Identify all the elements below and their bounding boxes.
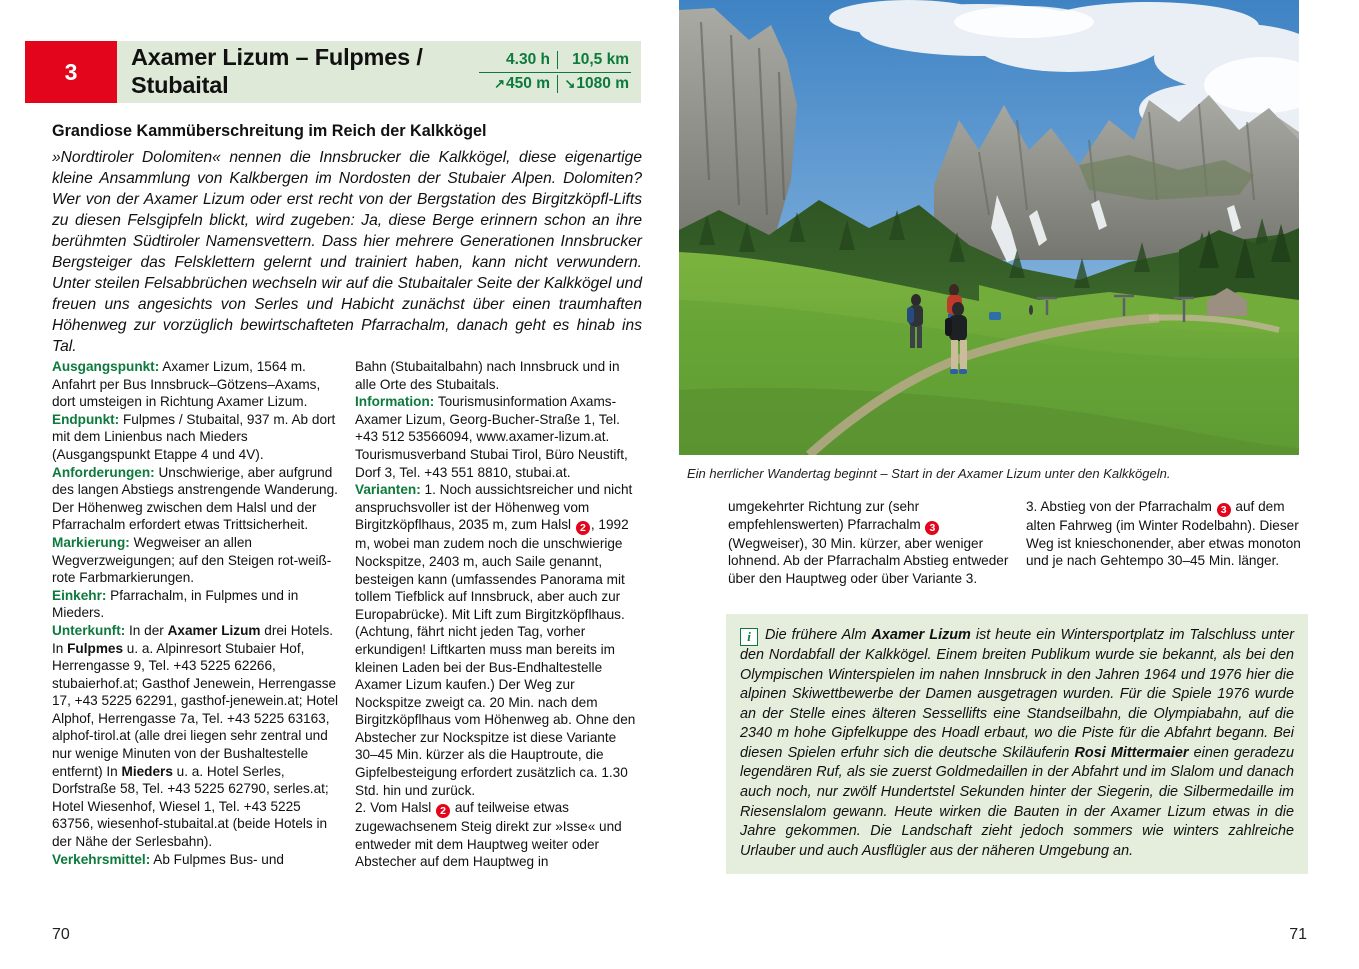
page-left [0, 0, 679, 969]
infobox-bold-place: Axamer Lizum [871, 627, 971, 643]
info-label-anforderungen: Anforderungen: [52, 464, 155, 480]
route-title: Axamer Lizum – Fulpmes / Stubaital [131, 44, 423, 98]
photo-caption: Ein herrlicher Wandertag beginnt – Start in der Axamer Lizum unter den Kalkkögeln. [687, 466, 1171, 481]
stat-descent [558, 75, 631, 93]
info-variante-2 [355, 799, 642, 871]
route-photo [679, 0, 1299, 455]
info-verkehrsmittel [52, 851, 339, 869]
infobox-part-1: Die frühere Alm [765, 627, 872, 643]
info-label-verkehrsmittel: Verkehrsmittel: [52, 851, 151, 867]
route-number: 3 [64, 58, 78, 85]
waypoint-badge-2b: 2 [436, 804, 450, 818]
info-unterkunft-place-1: Axamer Lizum [167, 622, 261, 638]
info-endpunkt [52, 411, 339, 464]
info-label-markierung: Markierung: [52, 534, 130, 550]
variante3-a: 3. Abstieg von der Pfarrachalm [1026, 499, 1216, 514]
info-column-1 [52, 358, 339, 918]
info-einkehr [52, 587, 339, 622]
info-label-varianten: Varianten: [355, 482, 421, 498]
variante2-cont-lead: umgekehrter Richtung zur (sehr empfehlenswerten) Pfarrachalm [728, 499, 925, 532]
info-value-markierung: Wegweiser an allen Wegverzweigungen; auf den Steigen rot-weiß-rote Farbmarkierungen. [52, 534, 332, 586]
info-box [726, 614, 1308, 874]
stat-distance: 10,5 km [572, 51, 629, 68]
info-label-unterkunft: Unterkunft: [52, 622, 126, 638]
page-number-left: 70 [52, 926, 70, 943]
waypoint-badge-3: 3 [925, 521, 939, 535]
info-anforderungen [52, 464, 339, 534]
info-unterkunft-t3: u. a. Alpinresort Stubaier Hof, Herrengasse 9, Tel. +43 5225 62266, stubaierhof.at; Gasthof Jenewein, Herrengasse 17, +43 5225 62291, gasthof-jenewein.at; Hotel Alphof, Herrengasse 7a, Tel. +43 5225 63163, alphof-tirol.at (alle drei liegen sehr zentral und nur wenige Minuten von der Bushaltestelle entfernt) In [52, 640, 339, 779]
info-icon: i [740, 628, 758, 646]
route-header-body [117, 41, 641, 103]
info-variante2-a: 2. Vom Halsl [355, 800, 436, 816]
info-variante1-a: 1. Noch aussichtsreicher und nicht anspruchsvoller ist der Höhenweg vom Birgitzköpflhaus, 2035 m, zum Halsl [355, 482, 633, 533]
info-label-information: Information: [355, 394, 435, 410]
info-value-information: Tourismusinformation Axams-Axamer Lizum, Georg-Bucher-Straße 1, Tel. +43 512 53566094, www.axamer-lizum.at. Tourismusverband Stubai Tirol, Büro Neustift, Dorf 3, Tel. +43 551 8810, stubai.at. [355, 394, 628, 480]
blue-crate [989, 312, 1001, 320]
route-stats [479, 49, 631, 96]
info-varianten [355, 481, 642, 799]
info-information [355, 393, 642, 481]
photo-illustration [679, 0, 1299, 455]
variante-3 [1026, 498, 1308, 570]
descent-arrow-icon: ↘ [564, 76, 576, 91]
right-text-columns [728, 498, 1308, 587]
stat-duration: 4.30 h [479, 51, 558, 69]
info-value-einkehr: Pfarrachalm, in Fulpmes und in Mieders. [52, 587, 299, 621]
info-variante1-b: , 1992 m, wobei man zudem noch die unschwierige Nockspitze, 2403 m, auch Saile genannt, besteigen kann (umfassendes Panorama mit tollem Tiefblick auf Innsbruck, aber auch zur Europabrücke). Mit Lift zum Birgitzköpflhaus. (Achtung, fährt nicht jeden Tag, vorher erkundigen! Liftkarten muss man bereits im kleinen Laden bei der Bus-Endhaltestelle Axamer Lizum kaufen.) Der Weg zur Nockspitze zweigt ca. 20 Min. nach dem Birgitzköpflhaus vom Höhenweg ab. Ohne den Abstecher zur Nockspitze ist diese Variante 30–45 Min. kürzer als die Hauptroute, die Gipfelbesteigung erfordert zusätzlich ca. 1.30 Std. hin und zurück. [355, 517, 636, 798]
variante2-continuation [728, 498, 1010, 587]
info-unterkunft-t2: drei Hotels. In [52, 622, 334, 656]
route-number-badge [25, 41, 117, 103]
waypoint-badge-2: 2 [576, 521, 590, 535]
stat-descent-value: 1080 m [576, 75, 629, 92]
lede-title: Grandiose Kammüberschreitung im Reich der Kalkkögel [52, 122, 487, 140]
info-variante2-b-lead: auf teilweise etwas zugewachsenem Steig direkt zur »Isse« und entweder mit dem Hauptweg weiter oder Abstecher auf dem Hauptweg in [355, 800, 622, 870]
ascent-arrow-icon: ↗ [494, 76, 506, 91]
route-header [25, 41, 641, 103]
infobox-part-2: ist heute ein Wintersportplatz im Talschluss unter den Nordabfall der Kalkkögel. Einem breiten Publikum wurde sie bekannt, als bei den Olympischen Winterspielen im nahen Innsbruck in den Jahren 1964 und 1976 hier die alpinen Skiwettbewerbe der Damen ausgetragen wurden. Für die Spiele 1976 wurde an der Stelle eines älteren Sessellifts eine Standseilbahn, die Olympiabahn, auf die 2340 m hohe Gipfelkuppe des Hoadl erbaut, wo die Piste für die Abfahrt begann. Bei diesen Spielen erfuhr sich die deutsche Skiläuferin [740, 627, 1295, 761]
waypoint-badge-3b: 3 [1217, 503, 1231, 517]
info-label-einkehr: Einkehr: [52, 587, 107, 603]
lede-body: »Nordtiroler Dolomiten« nennen die Innsbrucker die Kalkkögel, diese eigenartige kleine Ansammlung von Kalkbergen im Nordosten der Stubaier Alpen. Dolomiten? Wer von der Axamer Lizum oder erst recht von der Bergstation des Birgitzköpfl-Lifts zu diesen Felsgipfeln blickt, wird zugeben: Ja, diese Berge erinnern schon an ihre berühmten Südtiroler Namensvettern. Dass hier mehrere Generationen Innsbrucker Bergsteiger das Felsklettern gelernt und trainiert haben, kann nicht verwundern. Unter steilen Felsabbrüchen wechseln wir auf die Stubaitaler Seite der Kalkkögel und freuen uns angesichts von Serles und Habicht zunächst über einen traumhaften Höhenweg zur vorzüglich bewirtschafteten Pfarrachalm, danach geht es hinab ins Tal. [52, 149, 642, 355]
stats-row-secondary [479, 73, 631, 96]
infobox-part-3: einen geradezu legendären Ruf, als sie zuerst Goldmedaillen in der Abfahrt und im Slalom und danach auch noch, nur zwölf Hundertstel Sekunden hinter der Siegerin, die Silbermedaille im Riesenslalom gewann. Heute wirken die Bauten in der Axamer Lizum etwas in die Jahre gekommen. Die Landschaft zieht jedoch sommers wie winters zahlreiche Urlauber und auch Ausflügler aus der näheren Umgebung an. [740, 744, 1294, 859]
info-column-2 [355, 358, 642, 918]
stat-ascent-value: 450 m [506, 75, 550, 92]
info-value-endpunkt: Fulpmes / Stubaital, 937 m. Ab dort mit dem Linienbus nach Mieders (Ausgangspunkt Etappe 4 und 4V). [52, 411, 336, 462]
variante2-cont-tail: (Wegweiser), 30 Min. kürzer, aber weniger lohnend. Ab der Pfarrachalm Abstieg entweder über den Hauptweg oder über Variante 3. [728, 535, 1009, 586]
info-unterkunft-place-2: Fulpmes [67, 640, 124, 656]
info-verkehrsmittel-cont: Bahn (Stubaitalbahn) nach Innsbruck und in alle Orte des Stubaitals. [355, 359, 620, 392]
stats-row-primary [479, 49, 631, 73]
info-unterkunft-t4: u. a. Hotel Serles, Dorfstraße 58, Tel. +43 5225 62790, serles.at; Hotel Wiesenhof, Wiesel 1, Tel. +43 5225 63756, wiesenhof-stubaital.at (beide Hotels in der Nähe der Serlesbahn). [52, 763, 329, 850]
info-label-endpunkt: Endpunkt: [52, 411, 120, 427]
info-ausgangspunkt [52, 358, 339, 411]
info-unterkunft-place-3: Mieders [121, 763, 173, 779]
info-value-anforderungen: Unschwierige, aber aufgrund des langen Abstiegs anstrengende Wanderung. Der Höhenweg zwischen dem Halsl und der Pfarrachalm erfordert etwas Trittsicherheit. [52, 464, 338, 533]
info-label-ausgangspunkt: Ausgangspunkt: [52, 359, 160, 374]
route-info-columns [52, 358, 642, 918]
info-unterkunft [52, 622, 339, 851]
right-column-1 [728, 498, 1010, 587]
info-value-verkehrsmittel-part: Ab Fulpmes Bus- und [150, 851, 284, 867]
info-value-ausgangspunkt: Axamer Lizum, 1564 m. Anfahrt per Bus Innsbruck–Götzens–Axams, dort umsteigen in Richtung Axamer Lizum. [52, 359, 321, 410]
stat-ascent [479, 75, 558, 93]
infobox-bold-person: Rosi Mittermaier [1074, 744, 1189, 761]
info-unterkunft-t1: In der [125, 622, 168, 638]
right-column-2 [1026, 498, 1308, 587]
info-markierung [52, 534, 339, 587]
variante3-b: auf dem alten Fahrweg (im Winter Rodelbahn). Dieser Weg ist knieschonender, aber etwas monoton und je nach Gehtempo 30–45 Min. länger. [1026, 499, 1301, 569]
page-number-right: 71 [1289, 926, 1307, 943]
distant-hiker [1029, 305, 1033, 315]
page-right [679, 0, 1359, 969]
